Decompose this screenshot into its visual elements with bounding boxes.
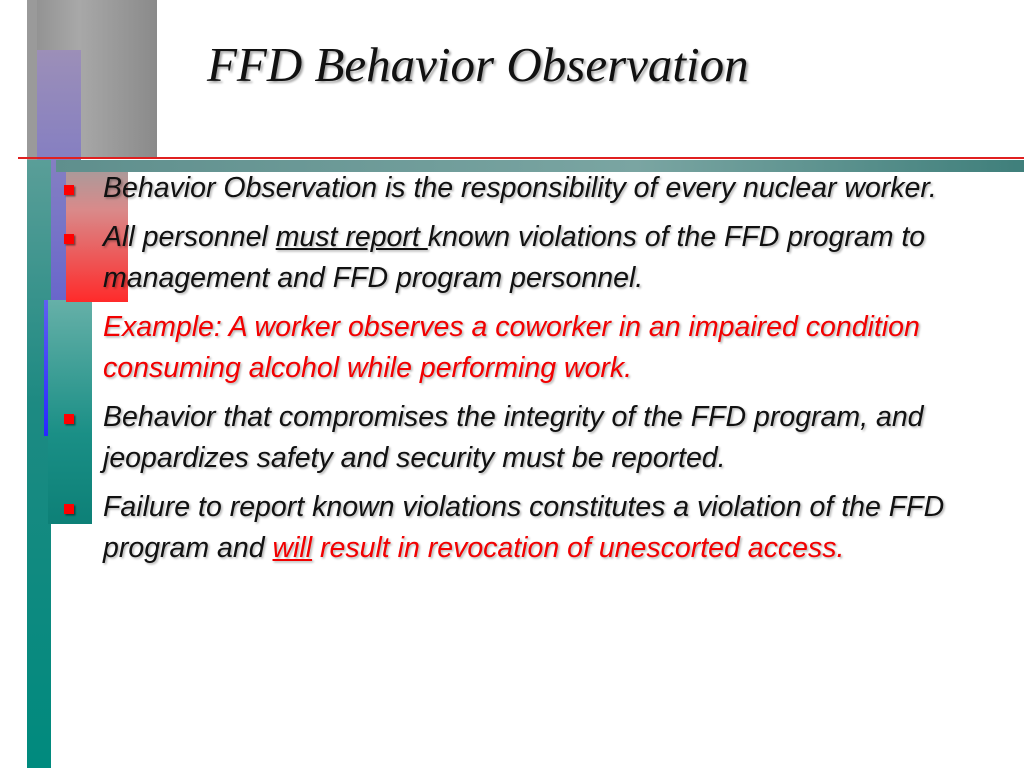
slide-content — [60, 168, 1010, 569]
square-bullet-icon — [64, 504, 74, 514]
square-bullet-icon — [64, 185, 74, 195]
square-bullet-icon — [64, 234, 74, 244]
example-text: Example: A worker observes a coworker in an impaired condition consuming alcohol while performing work. — [103, 311, 920, 384]
bullet-text-post: result in revocation of unescorted access. — [312, 532, 845, 564]
bullet-text-pre: All personnel — [103, 221, 276, 253]
bullet-item — [60, 168, 1010, 209]
slide-title: FFD Behavior Observation — [207, 37, 749, 92]
bullet-text-underlined: must report — [275, 221, 428, 253]
bullet-text-underlined: will — [272, 532, 313, 564]
bullet-item — [60, 397, 1010, 479]
bullet-item — [60, 487, 1010, 569]
bullet-text-pre: Failure to report known violations constitutes a violation of the FFD program and — [103, 491, 945, 564]
square-bullet-icon — [64, 414, 74, 424]
bullet-text: Behavior that compromises the integrity of the FFD program, and jeopardizes safety and security must be reported. — [103, 401, 924, 474]
decor-header-line — [18, 157, 1024, 159]
bullet-text: Behavior Observation is the responsibility of every nuclear worker. — [103, 172, 937, 204]
bullet-item — [60, 217, 1010, 299]
bullet-text-post: known violations of the FFD program to management and FFD program personnel. — [103, 221, 926, 294]
example-item — [60, 307, 1010, 389]
